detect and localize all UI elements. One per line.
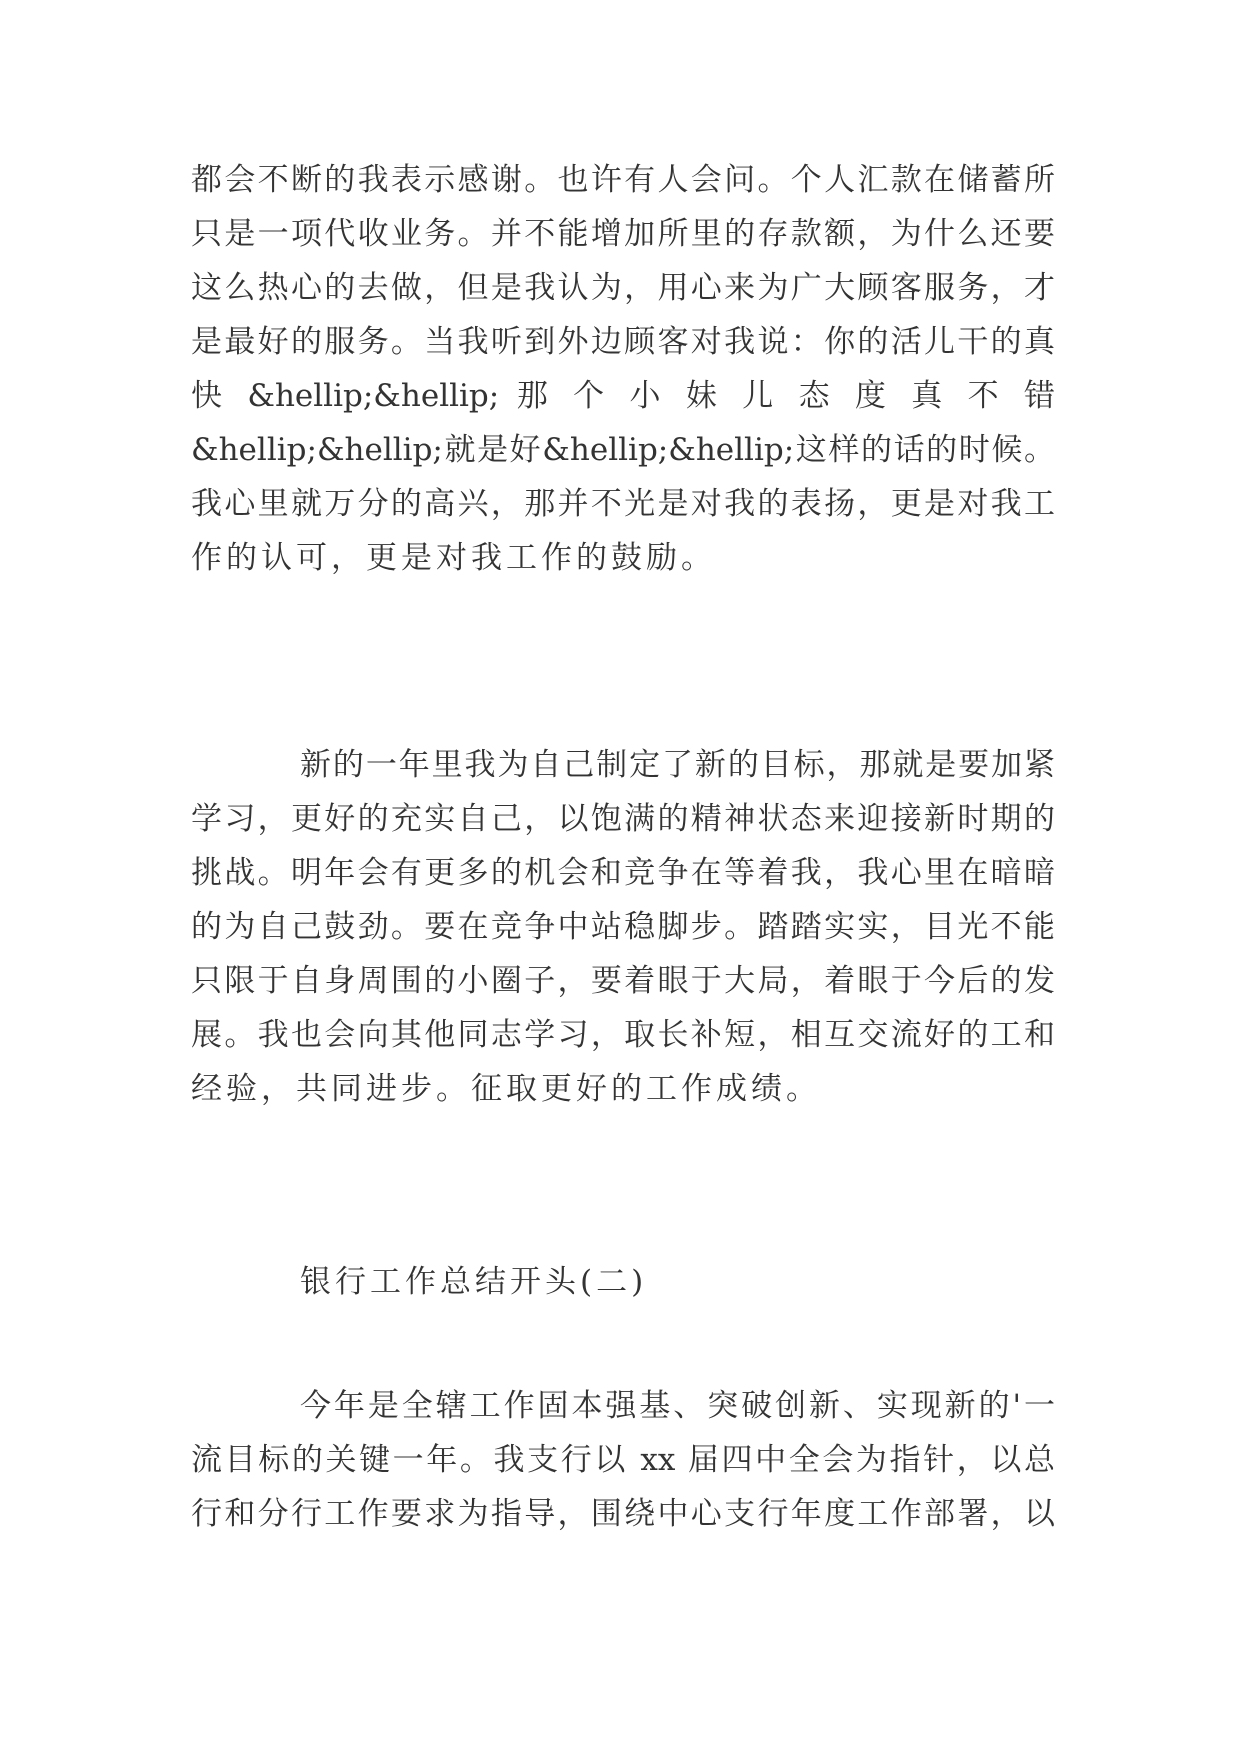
text-line: 这么热心的去做，但是我认为，用心来为广大顾客服务，才	[191, 270, 1055, 306]
text-line: 是最好的服务。当我听到外边顾客对我说：你的活儿干的真	[191, 324, 1055, 360]
text-line: 的为自己鼓劲。要在竞争中站稳脚步。踏踏实实，目光不能	[191, 909, 1055, 945]
text-line: 流目标的关键一年。我支行以 xx 届四中全会为指针，以总	[191, 1442, 1055, 1478]
text-line: 经验，共同进步。征取更好的工作成绩。	[191, 1071, 821, 1107]
text-line: 学习，更好的充实自己，以饱满的精神状态来迎接新时期的	[191, 801, 1055, 837]
text-line: 今年是全辖工作固本强基、突破创新、实现新的'一	[300, 1388, 1055, 1424]
text-line: 都会不断的我表示感谢。也许有人会问。个人汇款在储蓄所	[191, 162, 1055, 198]
text-line: 行和分行工作要求为指导，围绕中心支行年度工作部署，以	[191, 1496, 1055, 1532]
text-line: 新的一年里我为自己制定了新的目标，那就是要加紧	[300, 747, 1055, 783]
section-heading: 银行工作总结开头(二)	[300, 1264, 648, 1300]
text-line: 挑战。明年会有更多的机会和竞争在等着我，我心里在暗暗	[191, 855, 1055, 891]
text-line: 快 &hellip;&hellip; 那 个 小 妹 儿 态 度 真 不 错	[191, 378, 1055, 414]
text-line: 我心里就万分的高兴，那并不光是对我的表扬，更是对我工	[191, 486, 1055, 522]
text-line: 只限于自身周围的小圈子，要着眼于大局，着眼于今后的发	[191, 963, 1055, 999]
text-line: 展。我也会向其他同志学习，取长补短，相互交流好的工和	[191, 1017, 1055, 1053]
text-line: 只是一项代收业务。并不能增加所里的存款额，为什么还要	[191, 216, 1055, 252]
text-line: 作的认可，更是对我工作的鼓励。	[191, 540, 716, 576]
text-line: &hellip;&hellip;就是好&hellip;&hellip;这样的话的时候。	[191, 432, 1055, 468]
